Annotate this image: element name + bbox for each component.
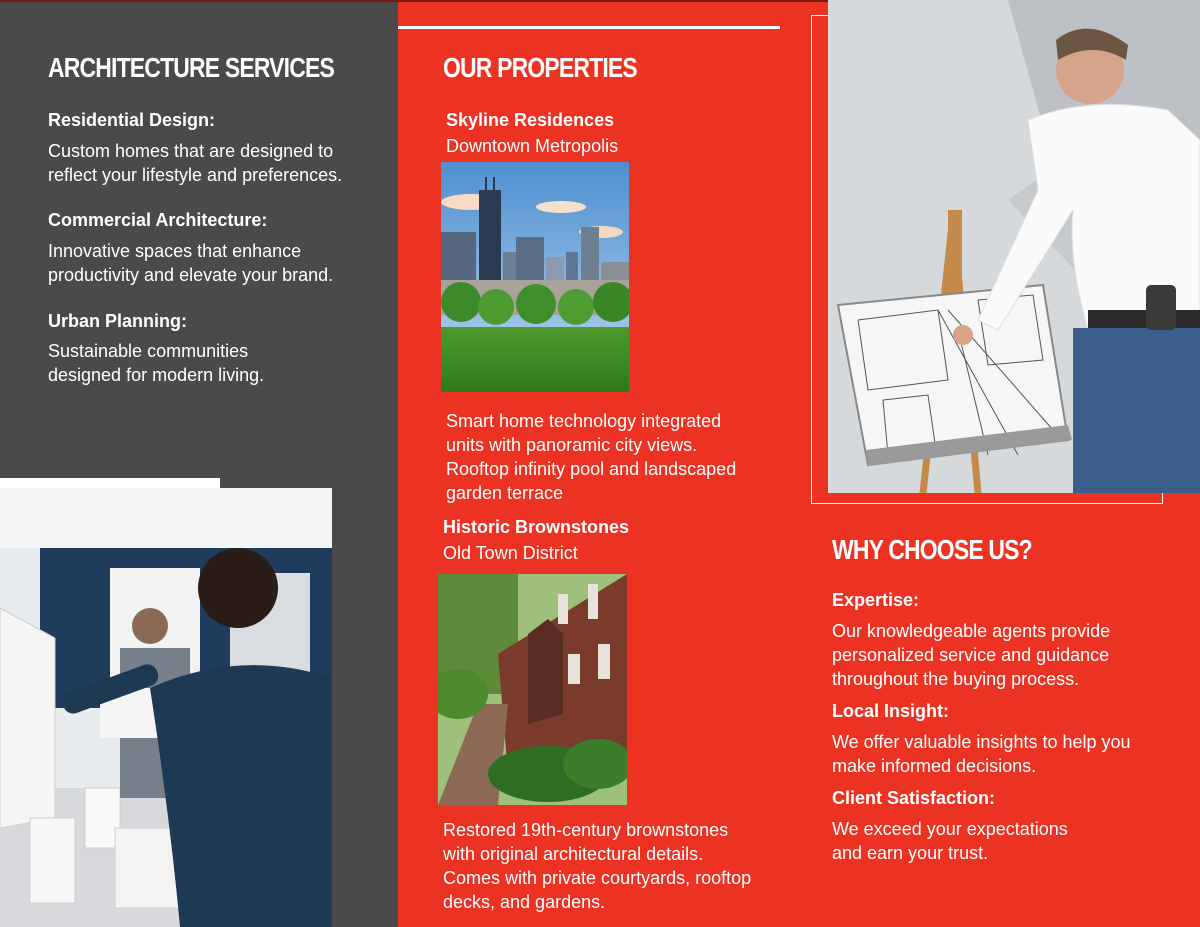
architects-model-photo (0, 488, 332, 927)
skyline-residences-photo (441, 162, 629, 392)
service-label-residential: Residential Design: (48, 110, 216, 130)
service-label-urban: Urban Planning: (48, 311, 187, 331)
services-title: ARCHITECTURE SERVICES (48, 52, 334, 83)
property-description-brownstones: Restored 19th-century brownstones with original architectural details. Comes with private courtyards, rooftop decks, and gardens. (443, 820, 752, 912)
why-text-client-satisfaction: We exceed your expectations and earn your trust. (832, 819, 1068, 863)
service-text-residential: Custom homes that are designed to reflect your lifestyle and preferences. (48, 141, 343, 185)
why-label-expertise: Expertise: (832, 590, 920, 610)
property-name-brownstones: Historic Brownstones (443, 517, 630, 537)
properties-top-rule (398, 26, 780, 29)
why-title: WHY CHOOSE US? (832, 534, 1032, 565)
why-label-local-insight: Local Insight: (832, 701, 949, 721)
why-text-local-insight: We offer valuable insights to help you make informed decisions. (832, 732, 1131, 776)
property-location-brownstones: Old Town District (443, 543, 578, 563)
why-text-expertise: Our knowledgeable agents provide personalized service and guidance throughout the buying process. (832, 621, 1111, 689)
why-label-client-satisfaction: Client Satisfaction: (832, 788, 996, 808)
service-label-commercial: Commercial Architecture: (48, 210, 268, 230)
property-location-skyline: Downtown Metropolis (446, 136, 619, 156)
property-description-skyline: Smart home technology integrated units with panoramic city views. Rooftop infinity pool and landscaped garden terrace (446, 411, 737, 503)
service-text-urban: Sustainable communities designed for modern living. (48, 341, 265, 385)
historic-brownstones-photo (438, 574, 627, 805)
architect-blueprint-photo (828, 0, 1200, 493)
service-text-commercial: Innovative spaces that enhance productivity and elevate your brand. (48, 241, 334, 285)
property-name-skyline: Skyline Residences (446, 110, 615, 130)
properties-title: OUR PROPERTIES (443, 52, 637, 83)
